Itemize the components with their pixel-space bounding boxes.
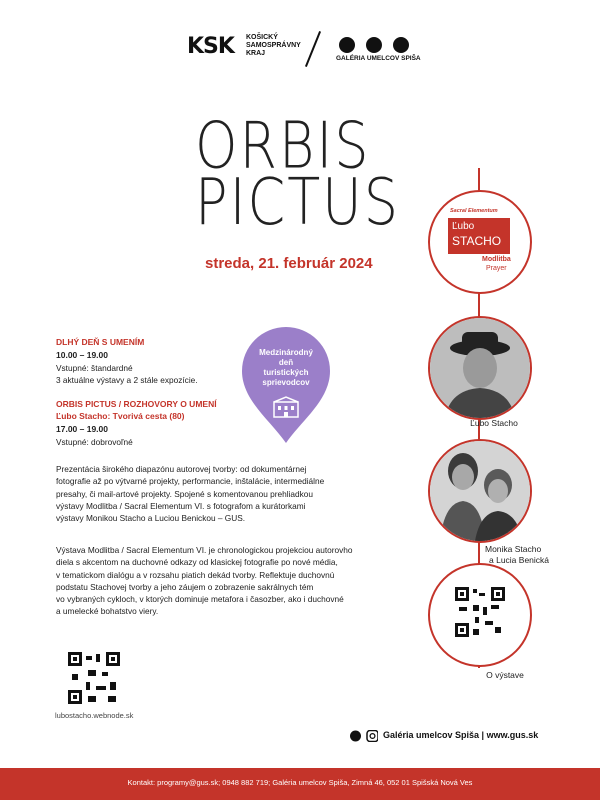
paragraph-line: výstavy Monikou Stacho a Luciou Benickou – GUS. xyxy=(56,513,246,524)
event2-time: 17.00 – 19.00 xyxy=(56,424,108,434)
paragraph-line: Prezentácia širokého diapazónu autorovej tvorby: od dokumentárnej xyxy=(56,464,307,474)
paragraph-line: Výstava Modlitba / Sacral Elementum VI. je chronologickou projekciou autorovho xyxy=(56,545,353,555)
event1-heading: DLHÝ DEŇ S UMENÍM xyxy=(56,337,145,347)
building-icon xyxy=(273,396,299,418)
paragraph-line: výstavy Modlitba / Sacral Elementum VI. s fotografom a kurátorkami xyxy=(56,500,306,511)
event1-line2: 3 aktuálne výstavy a 2 stále expozície. xyxy=(56,375,198,385)
logo-divider xyxy=(305,31,321,67)
poster-top: Sacral Elementum xyxy=(450,208,498,214)
badge-line: Medzinárodný xyxy=(259,348,313,357)
description-paragraph-2 xyxy=(56,544,396,618)
badge-line: sprievodcov xyxy=(262,378,310,387)
poster-sub2: Prayer xyxy=(486,265,507,272)
social-text[interactable]: Galéria umelcov Spiša | www.gus.sk xyxy=(383,730,539,740)
qr-code-left-icon[interactable] xyxy=(68,652,120,704)
event1-time: 10.00 – 19.00 xyxy=(56,350,108,360)
qr-code-icon[interactable] xyxy=(455,587,505,637)
facebook-icon[interactable] xyxy=(350,731,361,742)
portrait-photo xyxy=(428,316,532,420)
paragraph-line: a umelecké bohatstvo viery. xyxy=(56,606,159,617)
poster-name2: STACHO xyxy=(452,234,502,248)
event2-line1: Vstupné: dobrovoľné xyxy=(56,437,133,447)
paragraph-line: v tematickom dialógu a v rozsahu piatich dekád tvorby. Reflektuje duchovnú xyxy=(56,569,335,580)
ksk-name-line: KOŠICKÝ xyxy=(246,34,278,41)
ksk-name-line: KRAJ xyxy=(246,50,266,57)
qr-circle xyxy=(428,563,532,667)
poster-circle xyxy=(428,190,532,294)
caption-person2 xyxy=(485,544,575,566)
social-icons[interactable] xyxy=(350,730,378,742)
description-paragraph-1 xyxy=(56,463,396,524)
portrait-man-icon xyxy=(430,318,530,418)
page-title xyxy=(195,108,400,240)
ksk-name xyxy=(246,34,301,58)
event1-line1: Vstupné: štandardné xyxy=(56,363,133,373)
paragraph-line: diela s akcentom na duchovné odkazy od klasickej fotografie po nové média, xyxy=(56,557,338,568)
poster-sub1: Modlitba xyxy=(482,256,511,263)
caption-qr: O výstave xyxy=(486,670,524,680)
caption-line: a Lucia Benická xyxy=(489,555,550,565)
title-line: PICTUS xyxy=(195,165,400,240)
ksk-logo: KSK xyxy=(187,34,234,59)
ksk-name-line: SAMOSPRÁVNY xyxy=(246,42,301,49)
badge-line: deň xyxy=(278,358,294,367)
qr-left-caption[interactable]: lubostacho.webnode.sk xyxy=(55,711,134,720)
badge-line: turistických xyxy=(263,368,309,377)
paragraph-line: vo vybraných cykloch, v ktorých dominuje metafora i časozber, ako i duchovné xyxy=(56,594,344,605)
caption-person1: Ľubo Stacho xyxy=(470,418,518,428)
paragraph-line: fotografie až po výtvarné projekty, performancie, inštalácie, intermediálne xyxy=(56,476,325,487)
gus-logo-icon xyxy=(338,36,410,54)
instagram-icon[interactable] xyxy=(367,731,378,742)
portrait-women-icon xyxy=(430,441,530,541)
event2-subheading: Ľubo Stacho: Tvorivá cesta (80) xyxy=(56,411,185,421)
gus-name: GALÉRIA UMELCOV SPIŠA xyxy=(336,55,421,62)
poster-name1: Ľubo xyxy=(452,221,475,232)
paragraph-line: podstatu Stachovej tvorby a jeho záujem o zobrazenie sakrálnych tém xyxy=(56,581,314,592)
portrait-photo-2 xyxy=(428,439,532,543)
paragraph-line: presahy, či mail-artové projekty. Spojené s komentovanou prehliadkou xyxy=(56,488,314,499)
badge-text xyxy=(250,348,322,388)
caption-line: Monika Stacho xyxy=(485,544,542,554)
footer-contact: Kontakt: programy@gus.sk; 0948 882 719; Galéria umelcov Spiša, Zimná 46, 052 01 Spišská Nová Ves xyxy=(127,778,473,787)
event-date: streda, 21. február 2024 xyxy=(205,255,373,272)
title-line: ORBIS xyxy=(195,108,371,183)
event2-heading: ORBIS PICTUS / ROZHOVORY O UMENÍ xyxy=(56,399,217,409)
